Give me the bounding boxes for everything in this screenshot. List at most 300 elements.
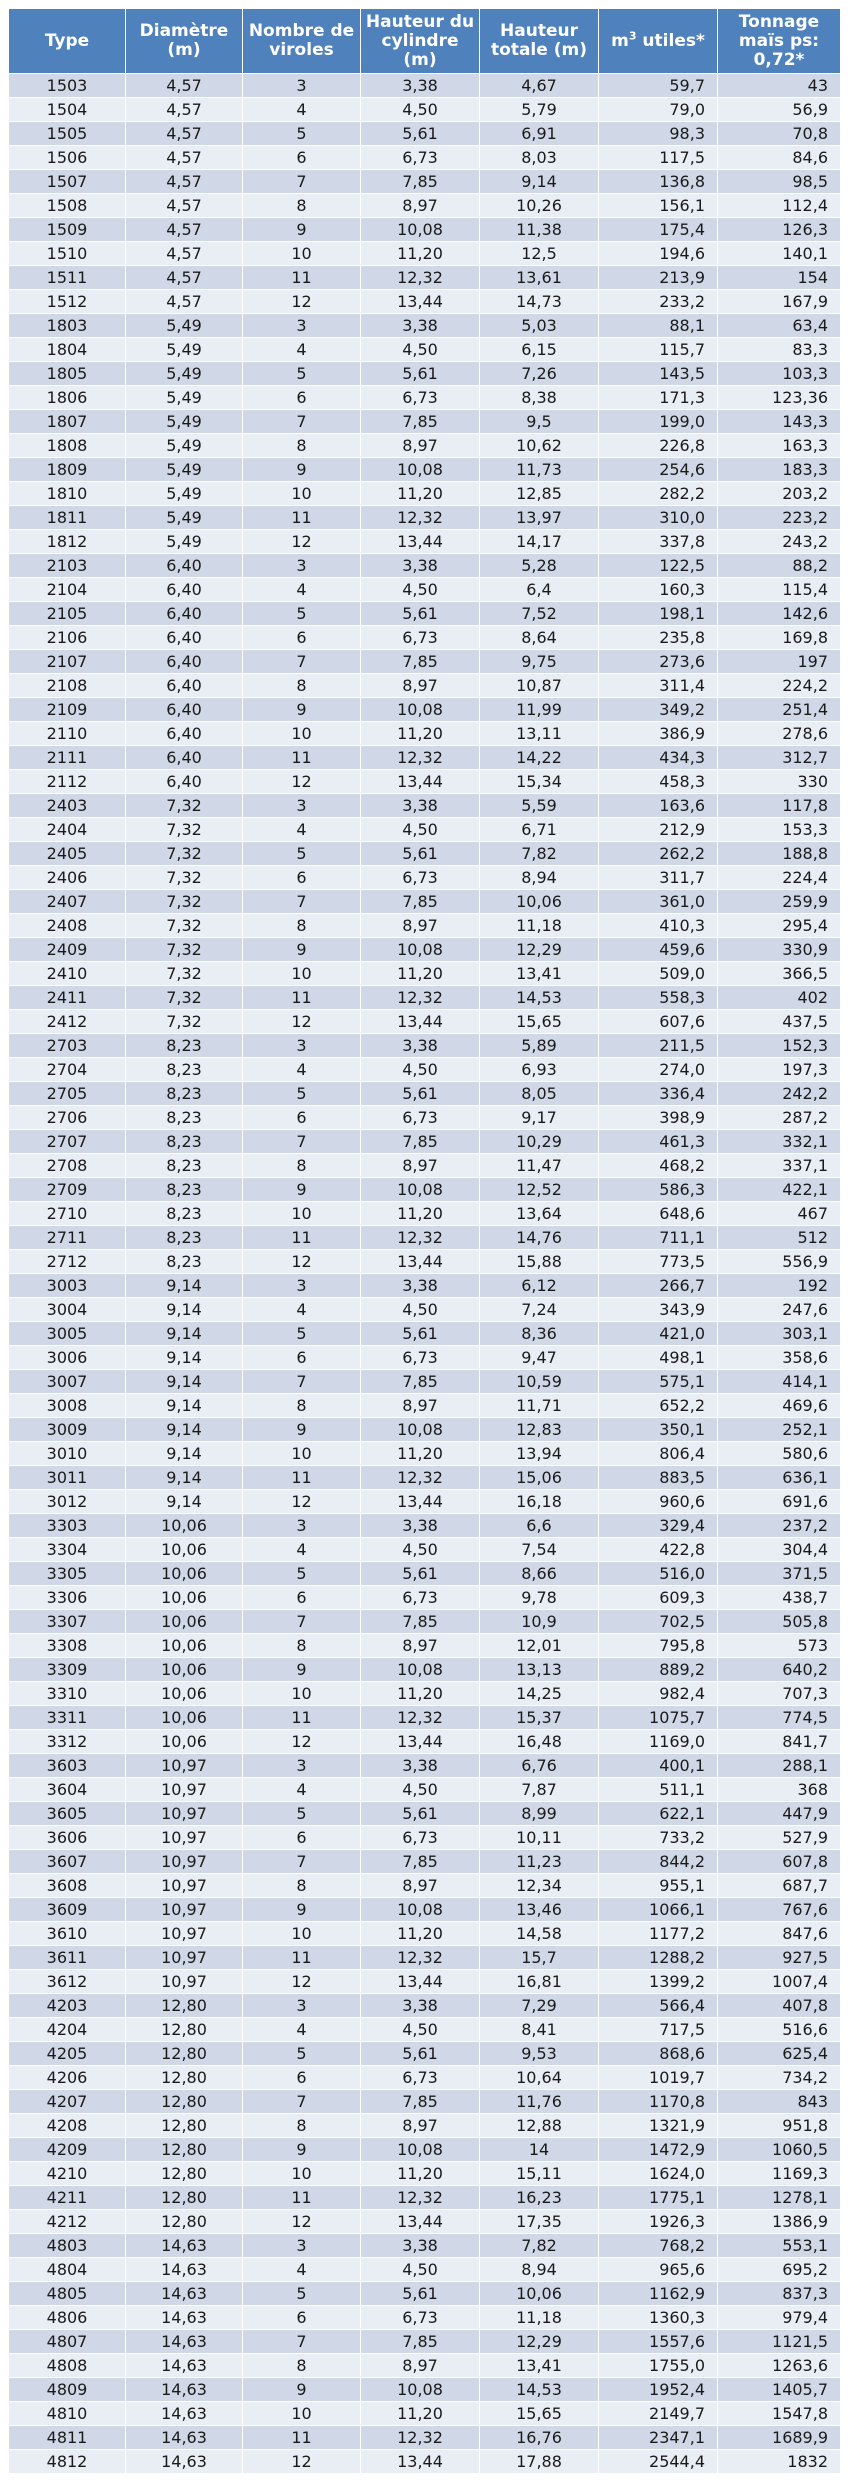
cell-corn-tonnage: 103,3 [718,362,841,386]
cell-usable-volume: 622,1 [599,1802,718,1826]
cell-corn-tonnage: 117,8 [718,794,841,818]
table-row [9,1970,841,1994]
cell-corn-tonnage: 366,5 [718,962,841,986]
cell-cylinder-height: 5,61 [361,2282,480,2306]
cell-cylinder-height: 12,32 [361,2426,480,2450]
cell-type: 2410 [9,962,126,986]
cell-usable-volume: 960,6 [599,1490,718,1514]
cell-corn-tonnage: 607,8 [718,1850,841,1874]
cell-diameter: 5,49 [126,482,243,506]
cell-total-height: 7,52 [480,602,599,626]
cell-cylinder-height: 7,85 [361,1370,480,1394]
table-row [9,1466,841,1490]
cell-usable-volume: 711,1 [599,1226,718,1250]
cell-cylinder-height: 7,85 [361,1610,480,1634]
cell-usable-volume: 336,4 [599,1082,718,1106]
table-row [9,338,841,362]
cell-corn-tonnage: 422,1 [718,1178,841,1202]
table-row [9,1130,841,1154]
cell-diameter: 7,32 [126,818,243,842]
cell-type: 4806 [9,2306,126,2330]
cell-usable-volume: 262,2 [599,842,718,866]
table-row [9,938,841,962]
cell-ring-count: 6 [243,1586,361,1610]
cell-total-height: 15,11 [480,2162,599,2186]
cell-usable-volume: 194,6 [599,242,718,266]
cell-total-height: 13,41 [480,962,599,986]
cell-cylinder-height: 4,50 [361,1778,480,1802]
table-row [9,242,841,266]
cell-ring-count: 5 [243,1562,361,1586]
cell-total-height: 11,18 [480,2306,599,2330]
cell-cylinder-height: 8,97 [361,1394,480,1418]
cell-cylinder-height: 11,20 [361,1682,480,1706]
cell-total-height: 14,17 [480,530,599,554]
cell-diameter: 9,14 [126,1394,243,1418]
cell-corn-tonnage: 163,3 [718,434,841,458]
cell-cylinder-height: 5,61 [361,1802,480,1826]
cell-diameter: 6,40 [126,626,243,650]
cell-type: 1804 [9,338,126,362]
cell-diameter: 12,80 [126,2114,243,2138]
cell-cylinder-height: 12,32 [361,986,480,1010]
table-row [9,98,841,122]
cell-cylinder-height: 5,61 [361,2042,480,2066]
cell-diameter: 10,06 [126,1634,243,1658]
cell-usable-volume: 235,8 [599,626,718,650]
cell-diameter: 8,23 [126,1034,243,1058]
cell-ring-count: 9 [243,1178,361,1202]
cell-usable-volume: 1775,1 [599,2186,718,2210]
cell-diameter: 9,14 [126,1346,243,1370]
cell-diameter: 10,06 [126,1706,243,1730]
cell-ring-count: 11 [243,986,361,1010]
cell-cylinder-height: 13,44 [361,1010,480,1034]
cell-diameter: 14,63 [126,2378,243,2402]
table-row [9,1946,841,1970]
cell-ring-count: 12 [243,1970,361,1994]
cell-cylinder-height: 13,44 [361,530,480,554]
cell-ring-count: 8 [243,434,361,458]
cell-corn-tonnage: 556,9 [718,1250,841,1274]
cell-cylinder-height: 8,97 [361,1154,480,1178]
cell-usable-volume: 337,8 [599,530,718,554]
cell-cylinder-height: 3,38 [361,2234,480,2258]
cell-diameter: 8,23 [126,1250,243,1274]
cell-corn-tonnage: 695,2 [718,2258,841,2282]
cell-type: 4205 [9,2042,126,2066]
cell-cylinder-height: 8,97 [361,1874,480,1898]
cell-ring-count: 7 [243,650,361,674]
cell-diameter: 8,23 [126,1154,243,1178]
cell-usable-volume: 2544,4 [599,2450,718,2474]
cell-ring-count: 9 [243,1658,361,1682]
cell-ring-count: 3 [243,1754,361,1778]
cell-usable-volume: 648,6 [599,1202,718,1226]
cell-total-height: 6,4 [480,578,599,602]
header-usable-volume-exponent: 3 [628,28,637,42]
cell-type: 4208 [9,2114,126,2138]
cell-usable-volume: 136,8 [599,170,718,194]
cell-type: 4207 [9,2090,126,2114]
cell-usable-volume: 156,1 [599,194,718,218]
cell-ring-count: 9 [243,2378,361,2402]
cell-diameter: 14,63 [126,2450,243,2474]
cell-diameter: 10,06 [126,1562,243,1586]
cell-type: 3303 [9,1514,126,1538]
cell-diameter: 8,23 [126,1178,243,1202]
cell-usable-volume: 274,0 [599,1058,718,1082]
cell-cylinder-height: 5,61 [361,122,480,146]
cell-type: 3608 [9,1874,126,1898]
cell-diameter: 6,40 [126,650,243,674]
table-row [9,2402,841,2426]
cell-cylinder-height: 6,73 [361,866,480,890]
cell-type: 3309 [9,1658,126,1682]
cell-type: 4211 [9,2186,126,2210]
table-row [9,1778,841,1802]
cell-corn-tonnage: 115,4 [718,578,841,602]
cell-ring-count: 9 [243,1898,361,1922]
cell-corn-tonnage: 70,8 [718,122,841,146]
cell-cylinder-height: 3,38 [361,1754,480,1778]
cell-diameter: 10,97 [126,1970,243,1994]
cell-corn-tonnage: 1547,8 [718,2402,841,2426]
cell-usable-volume: 160,3 [599,578,718,602]
cell-type: 1812 [9,530,126,554]
cell-corn-tonnage: 371,5 [718,1562,841,1586]
cell-ring-count: 5 [243,362,361,386]
cell-ring-count: 11 [243,1466,361,1490]
cell-diameter: 9,14 [126,1322,243,1346]
cell-type: 3612 [9,1970,126,1994]
table-row [9,2282,841,2306]
cell-diameter: 12,80 [126,2162,243,2186]
cell-type: 3311 [9,1706,126,1730]
cell-total-height: 15,7 [480,1946,599,1970]
cell-ring-count: 8 [243,1154,361,1178]
cell-corn-tonnage: 295,4 [718,914,841,938]
cell-corn-tonnage: 1689,9 [718,2426,841,2450]
cell-ring-count: 12 [243,1490,361,1514]
cell-diameter: 10,97 [126,1850,243,1874]
cell-corn-tonnage: 224,4 [718,866,841,890]
table-row [9,434,841,458]
cell-ring-count: 7 [243,1610,361,1634]
cell-usable-volume: 2347,1 [599,2426,718,2450]
cell-cylinder-height: 6,73 [361,1586,480,1610]
cell-diameter: 10,97 [126,1922,243,1946]
cell-total-height: 11,23 [480,1850,599,1874]
cell-cylinder-height: 11,20 [361,1202,480,1226]
cell-diameter: 6,40 [126,602,243,626]
table-row [9,2162,841,2186]
cell-corn-tonnage: 123,36 [718,386,841,410]
cell-cylinder-height: 3,38 [361,1274,480,1298]
table-row [9,1226,841,1250]
cell-total-height: 13,13 [480,1658,599,1682]
cell-corn-tonnage: 167,9 [718,290,841,314]
cell-total-height: 6,15 [480,338,599,362]
cell-total-height: 10,29 [480,1130,599,1154]
table-row [9,2306,841,2330]
cell-type: 1503 [9,74,126,98]
cell-type: 1807 [9,410,126,434]
cell-cylinder-height: 11,20 [361,2162,480,2186]
cell-type: 4810 [9,2402,126,2426]
table-row [9,2114,841,2138]
table-row [9,1562,841,1586]
cell-usable-volume: 965,6 [599,2258,718,2282]
cell-corn-tonnage: 516,6 [718,2018,841,2042]
cell-total-height: 12,29 [480,2330,599,2354]
cell-total-height: 7,29 [480,1994,599,2018]
table-row [9,794,841,818]
cell-cylinder-height: 5,61 [361,1082,480,1106]
table-row [9,1298,841,1322]
cell-cylinder-height: 12,32 [361,506,480,530]
cell-diameter: 4,57 [126,194,243,218]
cell-total-height: 13,61 [480,266,599,290]
cell-total-height: 5,79 [480,98,599,122]
cell-diameter: 7,32 [126,986,243,1010]
table-row [9,1682,841,1706]
table-row [9,1826,841,1850]
table-row [9,650,841,674]
table-row [9,2018,841,2042]
cell-usable-volume: 733,2 [599,1826,718,1850]
cell-total-height: 12,88 [480,2114,599,2138]
table-row [9,2186,841,2210]
table-row [9,362,841,386]
cell-total-height: 16,81 [480,1970,599,1994]
table-row [9,1034,841,1058]
cell-ring-count: 4 [243,818,361,842]
table-row [9,1394,841,1418]
cell-diameter: 10,06 [126,1538,243,1562]
cell-type: 3005 [9,1322,126,1346]
cell-diameter: 8,23 [126,1130,243,1154]
table-row [9,1802,841,1826]
cell-cylinder-height: 3,38 [361,794,480,818]
cell-total-height: 15,65 [480,2402,599,2426]
cell-ring-count: 10 [243,1682,361,1706]
cell-cylinder-height: 3,38 [361,1994,480,2018]
cell-usable-volume: 88,1 [599,314,718,338]
cell-usable-volume: 652,2 [599,1394,718,1418]
cell-cylinder-height: 4,50 [361,2018,480,2042]
cell-diameter: 9,14 [126,1298,243,1322]
cell-type: 3009 [9,1418,126,1442]
cell-usable-volume: 702,5 [599,1610,718,1634]
table-row [9,1586,841,1610]
cell-usable-volume: 795,8 [599,1634,718,1658]
cell-cylinder-height: 10,08 [361,1658,480,1682]
cell-cylinder-height: 10,08 [361,1418,480,1442]
cell-corn-tonnage: 224,2 [718,674,841,698]
cell-diameter: 12,80 [126,2090,243,2114]
cell-ring-count: 9 [243,458,361,482]
cell-total-height: 13,46 [480,1898,599,1922]
cell-cylinder-height: 12,32 [361,266,480,290]
cell-diameter: 7,32 [126,962,243,986]
cell-total-height: 6,6 [480,1514,599,1538]
cell-type: 3011 [9,1466,126,1490]
table-row [9,1538,841,1562]
table-row [9,1058,841,1082]
cell-type: 1504 [9,98,126,122]
cell-diameter: 10,06 [126,1730,243,1754]
cell-ring-count: 5 [243,2282,361,2306]
cell-usable-volume: 609,3 [599,1586,718,1610]
cell-usable-volume: 350,1 [599,1418,718,1442]
cell-type: 4803 [9,2234,126,2258]
cell-type: 1509 [9,218,126,242]
cell-diameter: 12,80 [126,2066,243,2090]
cell-usable-volume: 1557,6 [599,2330,718,2354]
cell-ring-count: 6 [243,626,361,650]
cell-type: 2710 [9,1202,126,1226]
header-diameter: Diamètre (m) [126,9,243,74]
cell-usable-volume: 575,1 [599,1370,718,1394]
cell-cylinder-height: 7,85 [361,650,480,674]
cell-usable-volume: 868,6 [599,2042,718,2066]
cell-usable-volume: 115,7 [599,338,718,362]
cell-usable-volume: 226,8 [599,434,718,458]
cell-diameter: 9,14 [126,1466,243,1490]
cell-type: 4812 [9,2450,126,2474]
header-total-height: Hauteur totale (m) [480,9,599,74]
cell-usable-volume: 1066,1 [599,1898,718,1922]
cell-corn-tonnage: 691,6 [718,1490,841,1514]
cell-corn-tonnage: 1386,9 [718,2210,841,2234]
cell-cylinder-height: 5,61 [361,1322,480,1346]
cell-usable-volume: 773,5 [599,1250,718,1274]
cell-ring-count: 4 [243,2018,361,2042]
cell-diameter: 7,32 [126,794,243,818]
cell-total-height: 10,26 [480,194,599,218]
cell-type: 1803 [9,314,126,338]
cell-total-height: 10,06 [480,2282,599,2306]
cell-type: 1512 [9,290,126,314]
cell-ring-count: 6 [243,1346,361,1370]
cell-total-height: 10,11 [480,1826,599,1850]
cell-total-height: 6,12 [480,1274,599,1298]
table-row [9,170,841,194]
table-row [9,2354,841,2378]
table-row [9,1178,841,1202]
table-row [9,1754,841,1778]
cell-diameter: 7,32 [126,938,243,962]
cell-total-height: 5,03 [480,314,599,338]
cell-type: 1505 [9,122,126,146]
cell-ring-count: 9 [243,2138,361,2162]
cell-usable-volume: 434,3 [599,746,718,770]
cell-total-height: 6,91 [480,122,599,146]
cell-type: 4209 [9,2138,126,2162]
table-row [9,1514,841,1538]
cell-corn-tonnage: 1007,4 [718,1970,841,1994]
cell-usable-volume: 806,4 [599,1442,718,1466]
cell-usable-volume: 386,9 [599,722,718,746]
cell-total-height: 8,03 [480,146,599,170]
cell-diameter: 9,14 [126,1442,243,1466]
table-row [9,1490,841,1514]
cell-diameter: 4,57 [126,218,243,242]
cell-corn-tonnage: 126,3 [718,218,841,242]
cell-type: 2406 [9,866,126,890]
cell-type: 3610 [9,1922,126,1946]
cell-corn-tonnage: 312,7 [718,746,841,770]
cell-ring-count: 5 [243,122,361,146]
cell-total-height: 8,94 [480,866,599,890]
cell-cylinder-height: 8,97 [361,2354,480,2378]
cell-corn-tonnage: 407,8 [718,1994,841,2018]
cell-usable-volume: 213,9 [599,266,718,290]
cell-diameter: 10,97 [126,1946,243,1970]
cell-type: 4807 [9,2330,126,2354]
cell-ring-count: 10 [243,1442,361,1466]
cell-ring-count: 6 [243,386,361,410]
cell-total-height: 8,64 [480,626,599,650]
cell-corn-tonnage: 153,3 [718,818,841,842]
cell-cylinder-height: 12,32 [361,1946,480,1970]
cell-total-height: 8,94 [480,2258,599,2282]
cell-ring-count: 3 [243,554,361,578]
cell-total-height: 16,23 [480,2186,599,2210]
table-row [9,842,841,866]
cell-usable-volume: 199,0 [599,410,718,434]
table-row [9,122,841,146]
cell-total-height: 9,75 [480,650,599,674]
cell-usable-volume: 422,8 [599,1538,718,1562]
cell-ring-count: 11 [243,506,361,530]
cell-ring-count: 5 [243,1802,361,1826]
cell-corn-tonnage: 438,7 [718,1586,841,1610]
cell-corn-tonnage: 143,3 [718,410,841,434]
cell-usable-volume: 282,2 [599,482,718,506]
table-row [9,386,841,410]
cell-diameter: 14,63 [126,2402,243,2426]
cell-usable-volume: 117,5 [599,146,718,170]
cell-total-height: 7,82 [480,2234,599,2258]
cell-usable-volume: 1755,0 [599,2354,718,2378]
cell-corn-tonnage: 83,3 [718,338,841,362]
cell-ring-count: 4 [243,1778,361,1802]
cell-ring-count: 12 [243,770,361,794]
table-row [9,602,841,626]
cell-cylinder-height: 11,20 [361,722,480,746]
cell-corn-tonnage: 140,1 [718,242,841,266]
cell-corn-tonnage: 505,8 [718,1610,841,1634]
cell-diameter: 5,49 [126,458,243,482]
cell-cylinder-height: 8,97 [361,1634,480,1658]
cell-total-height: 7,82 [480,842,599,866]
cell-cylinder-height: 11,20 [361,482,480,506]
cell-usable-volume: 558,3 [599,986,718,1010]
cell-ring-count: 7 [243,1850,361,1874]
cell-corn-tonnage: 447,9 [718,1802,841,1826]
cell-type: 2708 [9,1154,126,1178]
cell-total-height: 12,83 [480,1418,599,1442]
cell-cylinder-height: 13,44 [361,770,480,794]
table-row [9,1874,841,1898]
cell-type: 1511 [9,266,126,290]
cell-usable-volume: 349,2 [599,698,718,722]
cell-ring-count: 7 [243,170,361,194]
table-row [9,818,841,842]
cell-type: 3007 [9,1370,126,1394]
